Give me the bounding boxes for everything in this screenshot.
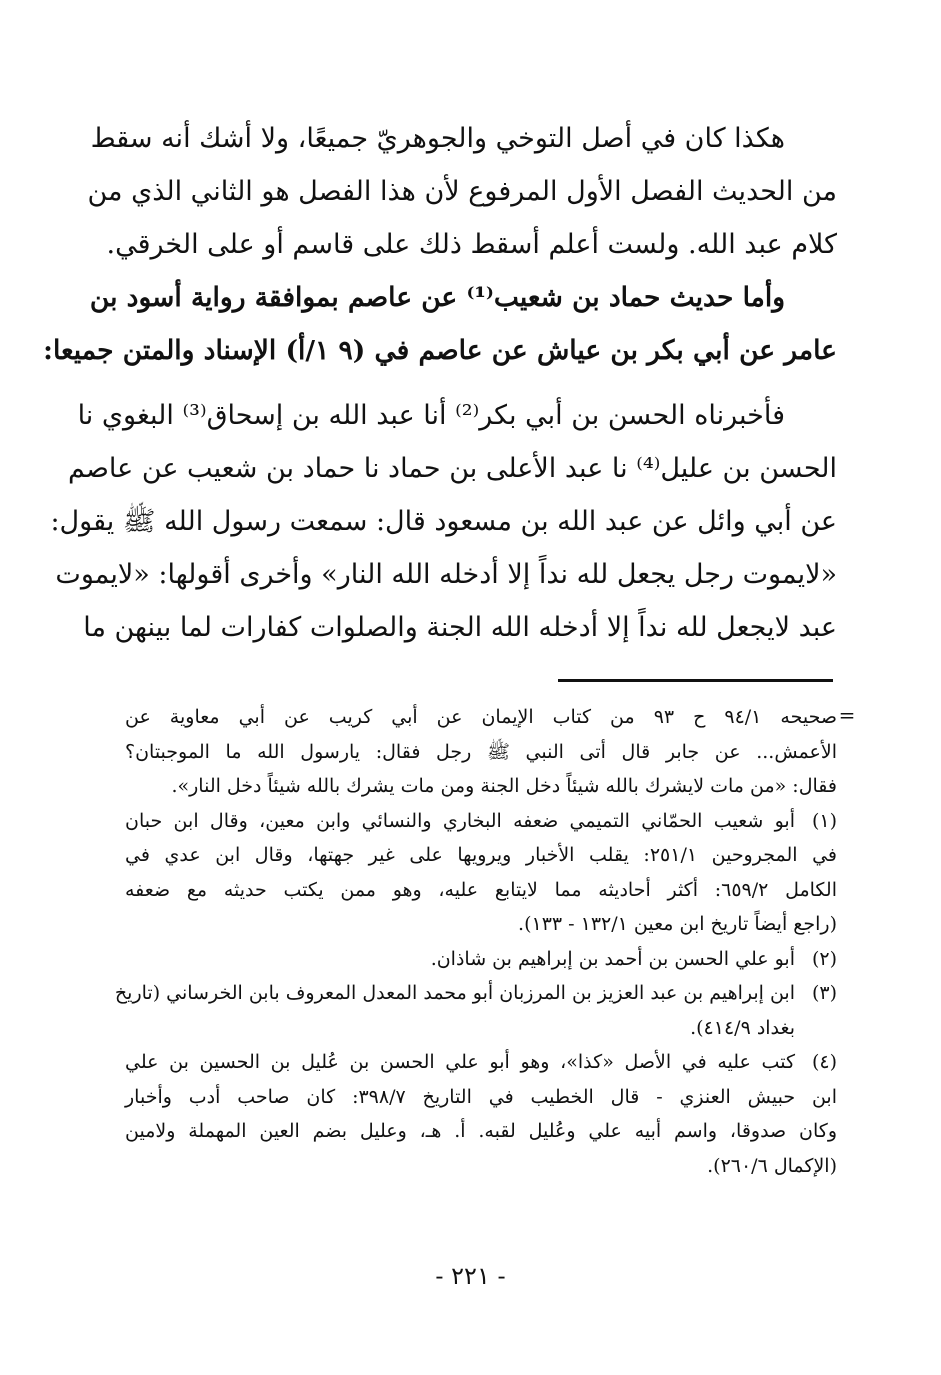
section-heading-line: عامر عن أبي بكر بن عياش عن عاصم في (٩ ١/أ) الإسناد والمتن جميعا:	[43, 335, 837, 366]
footnote-number: (٣)	[811, 982, 837, 1004]
footnote-separator	[558, 679, 833, 682]
footnote-4	[125, 1045, 837, 1080]
footnote-line: الكامل ٦٥٩/٢: أكثر أحاديثه مما لايتابع عليه، وهو ممن يكتب حديثه مع ضعفه	[125, 878, 837, 901]
footnote-1	[125, 804, 837, 839]
footnotes	[114, 700, 838, 1183]
page-number: - ٢٢١ -	[435, 1262, 506, 1290]
footnote-line: (الإكمال ٢٦٠/٦).	[707, 1154, 837, 1177]
footnote-line: بغداد ٤١٤/٩).	[690, 1016, 795, 1039]
body-line: «لايموت رجل يجعل لله نداً إلا أدخله الله النار» وأخرى أقولها: «لايموت	[55, 559, 837, 590]
footnote-line: ابن حبيش العنزي - قال الخطيب في التاريخ ٣٩٨/٧: كان صاحب أدب وأخبار	[125, 1085, 837, 1108]
body-line: كلام عبد الله. ولست أعلم أسقط ذلك على قاسم أو على الخرقي.	[106, 229, 837, 260]
main-text	[43, 112, 837, 654]
body-line: عن أبي وائل عن عبد الله بن مسعود قال: سمعت رسول الله ﷺ يقول:	[50, 506, 837, 537]
footnote-line: الأعمش... عن جابر قال أتى النبي ﷺ رجل فقال: يارسول الله ما الموجبتان؟	[125, 740, 837, 763]
footnote-number: (٤)	[811, 1051, 837, 1073]
footnote-number: (١)	[811, 809, 837, 832]
section-heading-line: وأما حديث حماد بن شعيب⁽¹⁾ عن عاصم بموافقة رواية أسود بن	[89, 282, 785, 313]
footnote-line: فقال: «من مات لايشرك بالله شيئاً دخل الجنة ومن مات يشرك بالله شيئاً دخل النار».	[171, 775, 837, 797]
footnote-3	[114, 976, 837, 1011]
footnote-line: صحيحه ٩٤/١ ح ٩٣ من كتاب الإيمان عن أبي كريب عن أبي معاوية عن	[125, 706, 837, 728]
footnote-number: (٢)	[811, 947, 837, 970]
footnote-text: كتب عليه في الأصل «كذا»، وهو أبو علي الحسن بن عُليل بن الحسين بن علي	[125, 1051, 795, 1073]
footnote-line: (راجع أيضاً تاريخ ابن معين ١٣٢/١ - ١٣٣).	[518, 913, 837, 935]
footnote-text: أبو شعيب الحمّاني التميمي ضعفه البخاري والنسائي وابن معين، وقال ابن حبان	[125, 809, 795, 832]
footnote-continuation-mark: =	[838, 703, 856, 727]
footnote-line: في المجروحين ٢٥١/١: يقلب الأخبار ويرويها على غير جهتها، وقال ابن عدي في	[125, 844, 838, 866]
footnote-line: وكان صدوقا، واسم أبيه علي وعُليل لقبه. أ. هـ، وعليل بضم العين المهملة ولامين	[125, 1120, 837, 1142]
body-line: الحسن بن عليل⁽⁴⁾ نا عبد الأعلى بن حماد نا حماد بن شعيب عن عاصم	[68, 453, 837, 484]
body-line: عبد لايجعل لله نداً إلا أدخله الله الجنة والصلوات كفارات لما بينهن ما	[83, 612, 837, 643]
body-line: من الحديث الفصل الأول المرفوع لأن هذا الفصل هو الثاني الذي من	[87, 176, 837, 207]
body-line: فأخبرناه الحسن بن أبي بكر⁽²⁾ أنا عبد الله بن إسحاق⁽³⁾ البغوي نا	[77, 400, 785, 431]
footnote-text: ابن إبراهيم بن عبد العزيز بن المرزبان أبو محمد المعدل المعروف بابن الخرساني (تاريخ	[114, 982, 795, 1004]
body-line: هكذا كان في أصل التوخي والجوهريّ جميعًا، ولا أشك أنه سقط	[90, 123, 785, 154]
footnote-text: أبو علي الحسن بن أحمد بن إبراهيم بن شاذان.	[430, 947, 795, 970]
footnote-2	[125, 942, 837, 977]
